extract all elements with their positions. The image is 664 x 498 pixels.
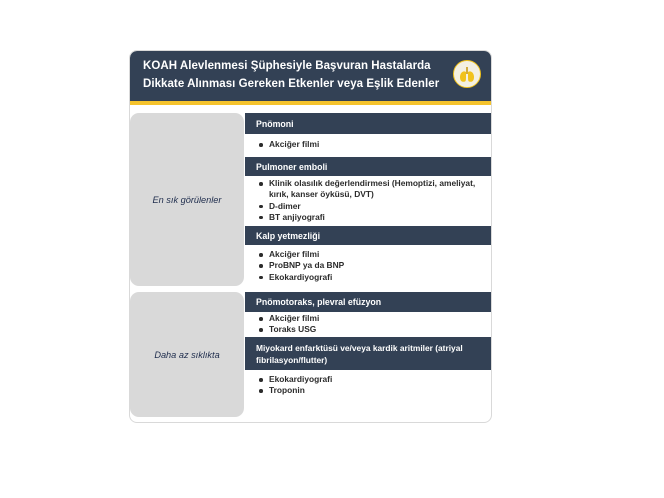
section-list-heart-failure: [257, 249, 491, 283]
card-header: [130, 51, 492, 101]
list-item: Akciğer filmi: [257, 313, 491, 324]
list-item: D-dimer: [257, 201, 491, 212]
section-list-pulmonary-embolism: [257, 178, 491, 223]
section-header-heart-failure: Kalp yetmezliği: [245, 226, 492, 245]
group-label-common: En sık görülenler: [130, 113, 244, 286]
list-item: ProBNP ya da BNP: [257, 260, 491, 271]
section-list-pneumothorax: [257, 313, 491, 336]
section-header-pneumonia: Pnömoni: [245, 113, 492, 134]
section-header-myocardial-infarction: Miyokard enfarktüsü ve/veya kardik aritmiler (atriyal fibrilasyon/flutter): [245, 337, 492, 370]
list-item: BT anjiyografi: [257, 212, 491, 223]
header-accent-bar: [130, 101, 492, 105]
section-header-pulmonary-embolism: Pulmoner emboli: [245, 157, 492, 176]
list-item: Toraks USG: [257, 324, 491, 335]
list-item: Ekokardiyografi: [257, 374, 491, 385]
lungs-icon: [453, 60, 481, 88]
list-item: Ekokardiyografi: [257, 272, 491, 283]
group-label-less-common: Daha az sıklıkta: [130, 292, 244, 417]
list-item: Akciğer filmi: [257, 139, 491, 150]
list-item: Akciğer filmi: [257, 249, 491, 260]
section-header-pneumothorax: Pnömotoraks, plevral efüzyon: [245, 292, 492, 312]
info-card: [129, 50, 492, 423]
list-item: Klinik olasılık değerlendirmesi (Hemoptizi, ameliyat, kırık, kanser öyküsü, DVT): [257, 178, 491, 201]
list-item: Troponin: [257, 385, 491, 396]
header-title-line-2: Dikkate Alınması Gereken Etkenler veya Eşlik Edenler: [143, 78, 440, 90]
header-title-line-1: KOAH Alevlenmesi Şüphesiyle Başvuran Hastalarda: [143, 60, 431, 72]
section-list-myocardial-infarction: [257, 374, 491, 397]
section-list-pneumonia: [257, 139, 491, 150]
